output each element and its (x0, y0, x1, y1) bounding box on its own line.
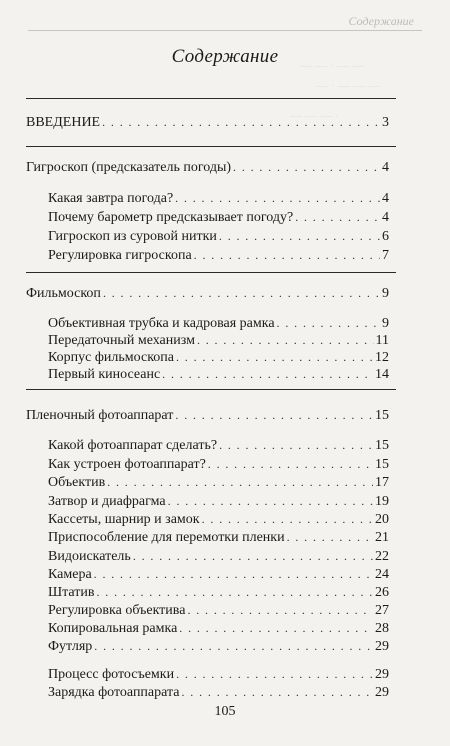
toc-subentry-page: 27 (375, 603, 389, 618)
dot-leader (162, 365, 373, 383)
dot-leader (277, 314, 380, 332)
toc-entry-page: 3 (382, 115, 389, 130)
toc-subentry[interactable] (48, 683, 389, 702)
toc-subentry-page: 29 (375, 685, 389, 700)
running-head: Содержание (348, 14, 414, 28)
toc-subentry[interactable] (48, 619, 389, 638)
toc-subentry-page: 12 (375, 350, 389, 365)
toc-subentry[interactable] (48, 436, 389, 455)
toc-subentry-page: 15 (375, 438, 389, 453)
toc-subentry-page: 20 (375, 512, 389, 527)
toc-subentry-label: Какой фотоаппарат сделать? (48, 438, 218, 453)
toc-subentry-label: Футляр (48, 639, 93, 654)
toc-subentry-label: Зарядка фотоаппарата (48, 685, 180, 700)
toc-subentry-page: 14 (375, 367, 389, 382)
toc-subentry-label: Регулировка объектива (48, 603, 186, 618)
toc-subentry[interactable] (48, 246, 389, 265)
toc-subentry[interactable] (48, 637, 389, 656)
toc-subentry-label: Камера (48, 567, 92, 582)
toc-subentry[interactable] (48, 189, 389, 208)
toc-subentry[interactable] (48, 227, 389, 246)
dot-leader (179, 619, 373, 637)
toc-subentry-page: 6 (382, 229, 389, 244)
toc-subentry-page: 9 (382, 316, 389, 331)
toc-subentry-page: 29 (375, 639, 389, 654)
dot-leader (194, 246, 380, 264)
toc-entry-filmoscope[interactable] (26, 284, 389, 303)
toc-subentry-page: 24 (375, 567, 389, 582)
toc-subentry-label: Затвор и диафрагма (48, 494, 166, 509)
dot-leader (176, 348, 373, 366)
toc-subentry-label: Объектив (48, 475, 106, 490)
toc-subentry-label: Регулировка гигроскопа (48, 248, 192, 263)
toc-subentry[interactable] (48, 665, 389, 684)
toc-subentry-page: 11 (375, 333, 389, 348)
toc-subentry-label: Процесс фотосъемки (48, 667, 175, 682)
toc-subentry[interactable] (48, 455, 389, 474)
toc-subentry-label: Передаточный механизм (48, 333, 195, 348)
toc-subentry-label: Видоискатель (48, 549, 131, 564)
toc-subentry[interactable] (48, 473, 389, 492)
dot-leader (219, 227, 380, 245)
toc-subentry-label: Корпус фильмоскопа (48, 350, 174, 365)
section-divider (26, 98, 396, 99)
toc-subentry[interactable] (48, 365, 389, 384)
dot-leader (96, 583, 373, 601)
dot-leader (103, 284, 380, 302)
toc-subentry[interactable] (48, 492, 389, 511)
dot-leader (176, 665, 373, 683)
dot-leader (202, 510, 373, 528)
toc-subentry-page: 17 (375, 475, 389, 490)
dot-leader (168, 492, 373, 510)
toc-subentry[interactable] (48, 565, 389, 584)
toc-subentry-label: Первый киносеанс (48, 367, 161, 382)
dot-leader (102, 113, 380, 131)
dot-leader (295, 208, 380, 226)
dot-leader (208, 455, 373, 473)
dot-leader (182, 683, 374, 701)
toc-subentry-label: Почему барометр предсказывает погоду? (48, 210, 294, 225)
dot-leader (175, 189, 380, 207)
toc-subentry-label: Копировальная рамка (48, 621, 178, 636)
toc-subentry[interactable] (48, 601, 389, 620)
toc-entry-introduction[interactable] (26, 113, 389, 132)
toc-entry-page: 4 (382, 160, 389, 175)
section-divider (26, 389, 396, 390)
toc-subentry-label: Кассеты, шарнир и замок (48, 512, 200, 527)
dot-leader (107, 473, 373, 491)
toc-subentry-label: Приспособление для перемотки пленки (48, 530, 285, 545)
dot-leader (219, 436, 373, 454)
toc-subentry[interactable] (48, 528, 389, 547)
toc-subentry-page: 28 (375, 621, 389, 636)
toc-subentry-page: 21 (375, 530, 389, 545)
dot-leader (133, 547, 373, 565)
dot-leader (94, 637, 373, 655)
dot-leader (187, 601, 373, 619)
toc-subentry-page: 19 (375, 494, 389, 509)
dot-leader (197, 331, 374, 349)
toc-entry-hygroscope[interactable] (26, 158, 389, 177)
toc-entry-page: 9 (382, 286, 389, 301)
toc-entry-film-camera[interactable] (26, 406, 389, 425)
header-rule (28, 30, 422, 31)
dot-leader (287, 528, 373, 546)
section-divider (26, 272, 396, 273)
toc-entry-label: Пленочный фотоаппарат (26, 408, 174, 423)
dot-leader (175, 406, 373, 424)
toc-subentry-label: Объективная трубка и кадровая рамка (48, 316, 275, 331)
toc-subentry-label: Как устроен фотоаппарат? (48, 457, 206, 472)
toc-subentry-page: 4 (382, 210, 389, 225)
toc-entry-label: Гигроскоп (предсказатель погоды) (26, 160, 232, 175)
toc-subentry-label: Какая завтра погода? (48, 191, 174, 206)
toc-subentry[interactable] (48, 510, 389, 529)
toc-entry-label: ВВЕДЕНИЕ (26, 115, 101, 130)
page-number: 105 (214, 704, 236, 719)
toc-subentry-page: 4 (382, 191, 389, 206)
toc-entry-label: Фильмоскоп (26, 286, 101, 301)
toc-subentry-page: 7 (382, 248, 389, 263)
toc-subentry-label: Штатив (48, 585, 95, 600)
dot-leader (94, 565, 373, 583)
toc-subentry[interactable] (48, 583, 389, 602)
toc-subentry-page: 22 (375, 549, 389, 564)
toc-subentry-label: Гигроскоп из суровой нитки (48, 229, 217, 244)
page-title: Содержание (171, 46, 279, 67)
toc-subentry[interactable] (48, 208, 389, 227)
toc-subentry-page: 29 (375, 667, 389, 682)
toc-subentry-page: 15 (375, 457, 389, 472)
dot-leader (233, 158, 380, 176)
toc-subentry[interactable] (48, 547, 389, 566)
toc-subentry-page: 26 (375, 585, 389, 600)
toc-entry-page: 15 (375, 408, 389, 423)
section-divider (26, 146, 396, 147)
